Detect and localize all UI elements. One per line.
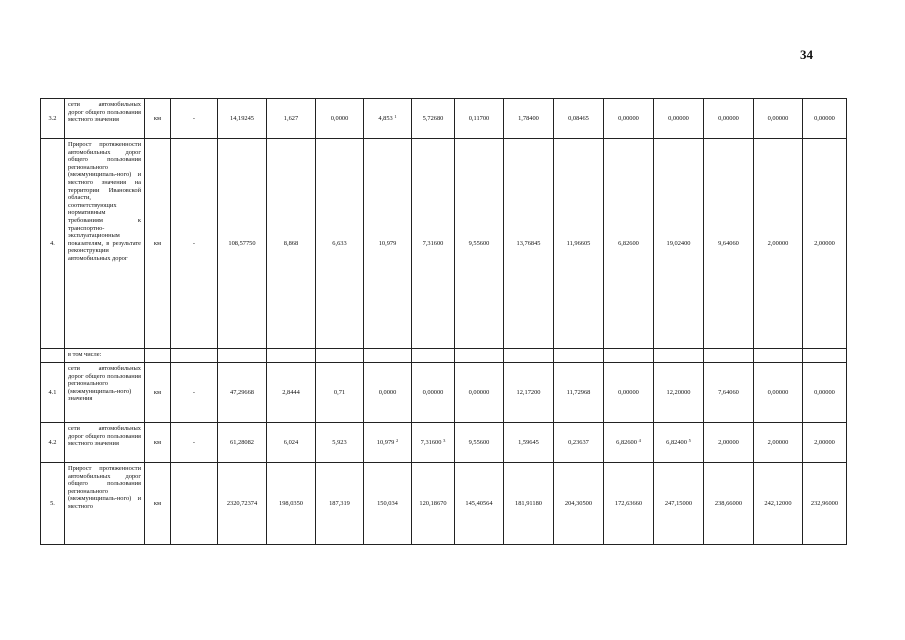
- value-cell: [316, 363, 364, 423]
- data-table: [40, 98, 847, 545]
- value-text: 9,55600: [468, 438, 490, 446]
- value-cell: [554, 463, 604, 545]
- value-text: 0,0000: [378, 388, 397, 396]
- value-cell: [654, 99, 704, 139]
- indicator-name-cell: в том числе:: [65, 349, 145, 363]
- value-cell: [364, 349, 412, 363]
- value-cell: [218, 363, 267, 423]
- value-cell: [803, 139, 847, 349]
- value-text: 1,627: [283, 114, 299, 122]
- value-cell: [803, 363, 847, 423]
- value-cell: [455, 139, 504, 349]
- value-text: 10,979: [378, 239, 397, 247]
- dash-cell: -: [171, 99, 218, 139]
- value-cell: [754, 99, 803, 139]
- value-cell: [504, 349, 554, 363]
- value-cell: [504, 423, 554, 463]
- footnote-marker: 3: [443, 437, 446, 443]
- value-cell: [654, 463, 704, 545]
- row-number-cell: 3.2: [41, 99, 65, 139]
- footnote-marker: 5: [688, 437, 691, 443]
- indicator-name-cell: сети автомобильных дорог общего пользования местного значения: [65, 99, 145, 139]
- footnote-marker: 1: [394, 113, 397, 119]
- value-text: 1,78400: [518, 114, 539, 122]
- table-row: [41, 423, 847, 463]
- value-text: 232,96000: [810, 499, 839, 507]
- unit-cell: км: [145, 463, 171, 545]
- value-cell: [267, 99, 316, 139]
- value-cell: [803, 349, 847, 363]
- value-text: 6,633: [332, 239, 347, 247]
- value-text: 2,00000: [718, 438, 739, 446]
- table-row: [41, 139, 847, 349]
- row-number-cell: 4.: [41, 139, 65, 349]
- value-text: 204,30500: [564, 499, 593, 507]
- value-cell: [364, 99, 412, 139]
- value-cell: [754, 463, 803, 545]
- table-row: [41, 349, 847, 363]
- value-cell: [654, 349, 704, 363]
- value-text: 4,853: [378, 114, 393, 122]
- value-cell: [704, 463, 754, 545]
- value-text: 0,00000: [618, 388, 639, 396]
- value-cell: [754, 349, 803, 363]
- row-number-cell: 5.: [41, 463, 65, 545]
- value-text: 2,00000: [814, 438, 835, 446]
- value-text: 0,00000: [668, 114, 689, 122]
- footnote-marker: 4: [638, 437, 641, 443]
- value-cell: [412, 423, 455, 463]
- footnote-marker: 2: [395, 437, 399, 443]
- value-text: 2,00000: [767, 239, 789, 247]
- value-text: 0,00000: [468, 388, 490, 396]
- value-text: 0,08465: [568, 114, 589, 122]
- value-cell: [364, 423, 412, 463]
- value-cell: [455, 349, 504, 363]
- value-text: 0,00000: [767, 388, 789, 396]
- value-cell: [218, 139, 267, 349]
- unit-cell: км: [145, 139, 171, 349]
- value-cell: [654, 139, 704, 349]
- value-text: 0,00000: [767, 114, 789, 122]
- value-text: 172,63660: [614, 499, 643, 507]
- value-cell: [604, 349, 654, 363]
- value-text: 242,12000: [764, 499, 792, 507]
- value-cell: [704, 99, 754, 139]
- value-cell: [604, 423, 654, 463]
- value-cell: [754, 363, 803, 423]
- value-cell: [364, 139, 412, 349]
- value-text: 19,02400: [666, 239, 691, 247]
- value-cell: [267, 349, 316, 363]
- value-cell: [316, 423, 364, 463]
- value-cell: [218, 99, 267, 139]
- value-text: 13,76845: [516, 239, 541, 247]
- value-cell: [554, 363, 604, 423]
- value-cell: [754, 423, 803, 463]
- value-cell: [554, 423, 604, 463]
- value-cell: [267, 363, 316, 423]
- value-cell: [704, 349, 754, 363]
- value-cell: [704, 139, 754, 349]
- value-cell: [316, 99, 364, 139]
- value-text: 10,979: [376, 438, 395, 446]
- value-cell: [364, 463, 412, 545]
- value-cell: [412, 349, 455, 363]
- value-text: 6,82400: [666, 438, 687, 446]
- value-cell: [504, 139, 554, 349]
- value-cell: [316, 463, 364, 545]
- unit-cell: км: [145, 99, 171, 139]
- value-text: 108,57750: [228, 239, 256, 247]
- value-text: 0,00000: [814, 114, 835, 122]
- indicator-name-cell: Прирост протяженности автомобильных дорог общего пользования регионального (межмуниципаль-ного) и местного: [65, 463, 145, 545]
- value-cell: [654, 363, 704, 423]
- value-text: 47,29668: [230, 388, 254, 396]
- value-cell: [455, 99, 504, 139]
- value-text: 14,19245: [230, 114, 254, 122]
- value-text: 0,00000: [814, 388, 835, 396]
- value-text: 0,00000: [618, 114, 639, 122]
- value-cell: [316, 349, 364, 363]
- value-text: 61,28082: [230, 438, 254, 446]
- value-cell: [604, 99, 654, 139]
- indicator-name-cell: сети автомобильных дорог общего пользования регионального (межмуниципаль-ного) значения: [65, 363, 145, 423]
- value-cell: [554, 99, 604, 139]
- value-text: 6,82600: [616, 438, 637, 446]
- value-cell: [803, 463, 847, 545]
- value-text: 5,72680: [422, 114, 444, 122]
- value-cell: [803, 99, 847, 139]
- value-cell: [754, 139, 803, 349]
- value-text: 238,66000: [714, 499, 743, 507]
- value-cell: [704, 423, 754, 463]
- value-cell: [455, 423, 504, 463]
- value-cell: [364, 363, 412, 423]
- value-text: 0,00000: [422, 388, 444, 396]
- value-cell: [504, 99, 554, 139]
- value-text: 0,11700: [468, 114, 490, 122]
- value-cell: [218, 423, 267, 463]
- value-cell: [554, 349, 604, 363]
- unit-cell: км: [145, 363, 171, 423]
- row-number-cell: [41, 349, 65, 363]
- value-text: 145,40564: [465, 499, 493, 507]
- value-text: 2,8444: [282, 388, 300, 396]
- value-text: 198,0350: [279, 499, 303, 507]
- value-text: 8,868: [283, 239, 299, 247]
- value-cell: [704, 363, 754, 423]
- value-text: 9,64060: [718, 239, 739, 247]
- dash-cell: [171, 349, 218, 363]
- dash-cell: -: [171, 139, 218, 349]
- value-text: 2,00000: [814, 239, 835, 247]
- value-text: 6,024: [283, 438, 299, 446]
- value-cell: [218, 463, 267, 545]
- value-cell: [455, 363, 504, 423]
- value-cell: [554, 139, 604, 349]
- table-row: [41, 363, 847, 423]
- value-text: 7,64060: [718, 388, 739, 396]
- row-number-cell: 4.2: [41, 423, 65, 463]
- value-cell: [604, 139, 654, 349]
- value-text: 0,71: [333, 388, 346, 396]
- value-text: 11,72968: [566, 388, 591, 396]
- value-text: 247,15000: [664, 499, 693, 507]
- value-cell: [654, 423, 704, 463]
- value-text: 7,31600: [420, 438, 442, 446]
- value-text: 9,55600: [468, 239, 490, 247]
- value-cell: [412, 139, 455, 349]
- value-text: 0,0000: [330, 114, 349, 122]
- page-number: 34: [800, 47, 813, 62]
- indicator-name-cell: Прирост протяженности автомобильных дорог общего пользования регионального (межмуниципаль-ного) и местного значения на территории Ивановской области, соответствующих нормативным требованиям к транспортно-эксплуатационным показателям, в результате реконструкции автомобильных дорог: [65, 139, 145, 349]
- value-text: 150,034: [377, 499, 398, 507]
- value-text: 6,82600: [618, 239, 639, 247]
- value-cell: [267, 423, 316, 463]
- value-text: 7,31600: [422, 239, 444, 247]
- value-text: 187,319: [329, 499, 350, 507]
- table-row: [41, 463, 847, 545]
- value-cell: [412, 463, 455, 545]
- value-cell: [267, 139, 316, 349]
- dash-cell: -: [171, 363, 218, 423]
- value-text: 12,20000: [666, 388, 691, 396]
- unit-cell: км: [145, 423, 171, 463]
- value-text: 2320,72374: [226, 499, 258, 507]
- value-cell: [412, 363, 455, 423]
- dash-cell: [171, 463, 218, 545]
- dash-cell: -: [171, 423, 218, 463]
- value-cell: [604, 363, 654, 423]
- value-cell: [803, 423, 847, 463]
- value-cell: [604, 463, 654, 545]
- value-text: 181,91180: [515, 499, 542, 507]
- row-number-cell: 4.1: [41, 363, 65, 423]
- value-cell: [316, 139, 364, 349]
- value-text: 0,23637: [568, 438, 589, 446]
- unit-cell: [145, 349, 171, 363]
- value-text: 0,00000: [718, 114, 739, 122]
- table-row: [41, 99, 847, 139]
- indicator-name-cell: сети автомобильных дорог общего пользования местного значения: [65, 423, 145, 463]
- value-cell: [412, 99, 455, 139]
- value-text: 11,96605: [566, 239, 591, 247]
- value-text: 120,18670: [419, 499, 447, 507]
- value-cell: [267, 463, 316, 545]
- value-text: 2,00000: [767, 438, 789, 446]
- value-cell: [218, 349, 267, 363]
- value-cell: [504, 463, 554, 545]
- value-cell: [504, 363, 554, 423]
- value-text: 12,17200: [516, 388, 541, 396]
- value-text: 5,923: [332, 438, 347, 446]
- value-text: 1,59645: [518, 438, 539, 446]
- value-cell: [455, 463, 504, 545]
